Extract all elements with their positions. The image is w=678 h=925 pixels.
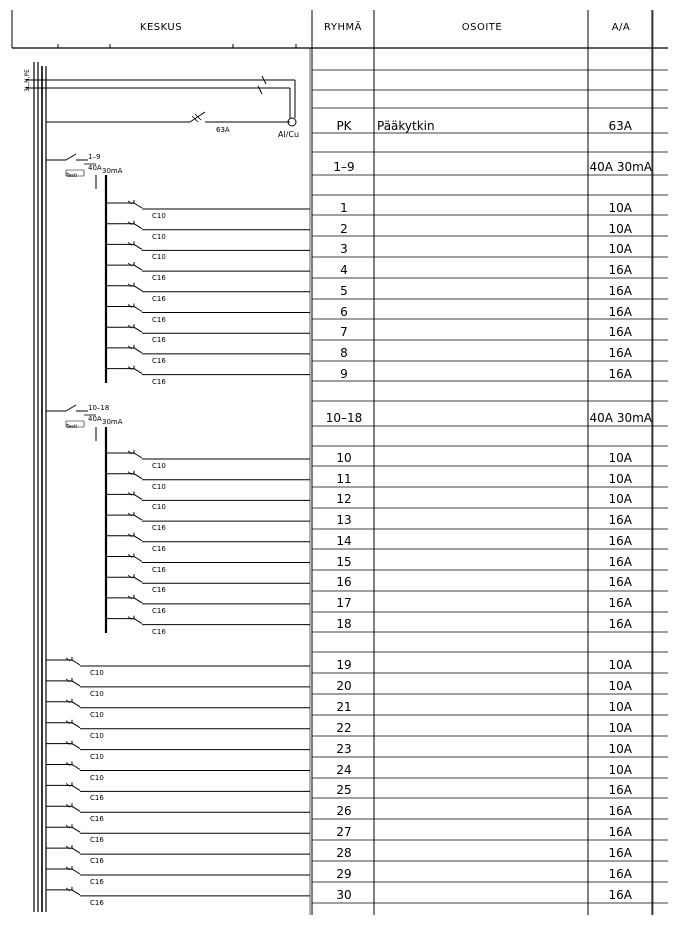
aa-cell-r20: 10A xyxy=(608,678,632,693)
ryhma-cell-rcd2: 10–18 xyxy=(325,411,363,425)
aa-cell-r10: 10A xyxy=(608,451,632,465)
breaker-r25-blade xyxy=(72,785,80,790)
breaker-label-r22: C10 xyxy=(90,731,104,740)
breaker-label-r3: C10 xyxy=(152,253,166,262)
breaker-label-r24: C10 xyxy=(90,773,104,782)
breaker-r26-blade xyxy=(72,806,80,811)
breaker-r8-blade xyxy=(134,348,142,353)
breaker-label-r8: C16 xyxy=(152,356,166,365)
ryhma-cell-r17: 17 xyxy=(336,595,352,610)
breaker-r7-blade xyxy=(134,327,142,332)
aa-cell-r15: 16A xyxy=(608,554,632,569)
circuit-wiring xyxy=(26,62,310,912)
breaker-label-r5: C16 xyxy=(152,294,166,303)
aa-cell-r27: 16A xyxy=(608,825,632,840)
main-switch-rating: 63A xyxy=(216,126,230,134)
aa-cell-rcd2: 40A 30mA xyxy=(589,411,652,425)
ryhma-cell-r26: 26 xyxy=(336,804,352,819)
ryhma-cell-r12: 12 xyxy=(336,492,352,507)
ryhma-cell-r11: 11 xyxy=(336,471,352,486)
aa-cell-r2: 10A xyxy=(608,221,632,236)
aa-cell-r22: 10A xyxy=(608,720,632,735)
aa-cell-r3: 10A xyxy=(608,242,632,257)
ryhma-cell-r16: 16 xyxy=(336,575,352,590)
aa-cell-r11: 10A xyxy=(608,471,632,486)
supply-label: 3L,N,PE xyxy=(24,69,31,92)
ryhma-cell-r14: 14 xyxy=(336,533,352,548)
header-aa: A/A xyxy=(611,22,631,33)
breaker-label-r17: C16 xyxy=(152,606,166,615)
breaker-r1-blade xyxy=(134,203,142,208)
breaker-r11-blade xyxy=(134,474,142,479)
breaker-r18-blade xyxy=(134,619,142,624)
ryhma-cell-r20: 20 xyxy=(336,678,352,693)
breaker-r14-blade xyxy=(134,536,142,541)
aa-cell-r6: 16A xyxy=(608,304,632,319)
aa-cell-r28: 16A xyxy=(608,846,632,861)
breaker-label-r15: C16 xyxy=(152,565,166,574)
aa-cell-r23: 10A xyxy=(608,741,632,756)
breaker-label-r29: C16 xyxy=(90,878,104,886)
breaker-label-r20: C10 xyxy=(90,689,104,698)
breaker-r28-blade xyxy=(72,848,80,853)
breaker-label-r1: C10 xyxy=(152,212,166,220)
aa-cell-pk: 63A xyxy=(608,119,632,133)
breaker-r5-blade xyxy=(134,286,142,291)
rcd1-label: 1–9 xyxy=(88,153,101,161)
aa-cell-r13: 16A xyxy=(608,513,632,528)
ryhma-cell-r30: 30 xyxy=(336,887,352,902)
ryhma-cell-r22: 22 xyxy=(336,720,352,735)
breaker-r20-blade xyxy=(72,681,80,686)
breaker-r30-blade xyxy=(72,890,80,895)
breaker-r4-blade xyxy=(134,265,142,270)
rcd1-blade xyxy=(66,154,76,160)
breaker-label-r30: C16 xyxy=(90,898,104,907)
main-switch-conductor: Al/Cu xyxy=(278,130,300,139)
ryhma-cell-r8: 8 xyxy=(340,345,348,360)
osoite-cell-pk: Pääkytkin xyxy=(377,119,435,133)
ryhma-cell-r9: 9 xyxy=(340,366,348,381)
aa-cell-r26: 16A xyxy=(608,804,632,819)
breaker-r13-blade xyxy=(134,515,142,520)
breaker-r15-blade xyxy=(134,557,142,562)
ryhma-cell-r21: 21 xyxy=(336,699,352,714)
breaker-label-r26: C16 xyxy=(90,815,104,824)
aa-cell-r19: 10A xyxy=(608,658,632,672)
aa-cell-r9: 16A xyxy=(608,366,632,381)
ryhma-cell-r29: 29 xyxy=(336,867,352,881)
ryhma-cell-r19: 19 xyxy=(336,658,352,672)
breaker-r19-blade xyxy=(72,660,80,665)
aa-cell-r24: 10A xyxy=(608,762,632,777)
breaker-label-r16: C16 xyxy=(152,586,166,595)
breaker-r17-blade xyxy=(134,598,142,603)
breaker-label-r11: C10 xyxy=(152,482,166,491)
aa-cell-r29: 16A xyxy=(608,867,632,881)
ryhma-cell-r5: 5 xyxy=(340,283,348,298)
breaker-r27-blade xyxy=(72,827,80,832)
aa-cell-r16: 16A xyxy=(608,575,632,590)
ryhma-cell-r15: 15 xyxy=(336,554,352,569)
rcd2-label: 10–18 xyxy=(88,404,110,412)
aa-cell-r1: 10A xyxy=(608,201,632,215)
supply-fuse-mark-2 xyxy=(258,86,262,94)
rcd2-test-label: Testi xyxy=(66,424,78,430)
breaker-symbols xyxy=(64,200,142,895)
breaker-label-r12: C10 xyxy=(152,503,166,512)
breaker-label-r14: C16 xyxy=(152,544,166,553)
breaker-r2-blade xyxy=(134,224,142,229)
breaker-label-r10: C10 xyxy=(152,462,166,470)
breaker-label-r25: C16 xyxy=(90,794,104,803)
rcd2-sensitivity: 30mA xyxy=(102,418,123,426)
breaker-r12-blade xyxy=(134,494,142,499)
aa-cell-r18: 16A xyxy=(608,616,632,631)
ryhma-cell-r2: 2 xyxy=(340,221,348,236)
ryhma-cell-r27: 27 xyxy=(336,825,352,840)
breaker-label-r9: C16 xyxy=(152,377,166,386)
aa-cell-r14: 16A xyxy=(608,533,632,548)
breaker-label-r4: C16 xyxy=(152,274,166,283)
ryhma-cell-r4: 4 xyxy=(340,263,348,278)
breaker-r22-blade xyxy=(72,723,80,728)
breaker-label-r19: C10 xyxy=(90,669,104,677)
breaker-r23-blade xyxy=(72,744,80,749)
breaker-r10-blade xyxy=(134,453,142,458)
header-keskus: KESKUS xyxy=(139,22,183,33)
rcd1-test-label: Testi xyxy=(66,173,78,179)
ryhma-cell-r18: 18 xyxy=(336,616,352,631)
ryhma-cell-r24: 24 xyxy=(336,762,352,777)
aa-cell-r4: 16A xyxy=(608,263,632,278)
ryhma-cell-r6: 6 xyxy=(340,304,348,319)
ryhma-cell-r3: 3 xyxy=(340,242,348,257)
breaker-label-r13: C16 xyxy=(152,524,166,533)
breaker-r21-blade xyxy=(72,702,80,707)
ryhma-cell-r1: 1 xyxy=(340,201,348,215)
breaker-label-r2: C10 xyxy=(152,232,166,241)
breaker-label-r23: C10 xyxy=(90,752,104,761)
rcd1-sensitivity: 30mA xyxy=(102,167,123,175)
breaker-r16-blade xyxy=(134,577,142,582)
aa-cell-r25: 16A xyxy=(608,783,632,798)
breaker-label-r6: C16 xyxy=(152,315,166,324)
aa-cell-r21: 10A xyxy=(608,699,632,714)
breaker-r29-blade xyxy=(72,869,80,874)
aa-cell-r5: 16A xyxy=(608,283,632,298)
rcd2-rating: 40A xyxy=(88,415,102,423)
breaker-label-r18: C16 xyxy=(152,627,166,636)
breaker-label-r27: C16 xyxy=(90,836,104,845)
aa-cell-r12: 10A xyxy=(608,492,632,507)
aa-cell-r8: 16A xyxy=(608,345,632,360)
ryhma-cell-rcd1: 1–9 xyxy=(333,160,355,174)
ryhma-cell-r13: 13 xyxy=(336,513,352,528)
ryhma-cell-r25: 25 xyxy=(336,783,352,798)
ryhma-cell-pk: PK xyxy=(336,119,352,133)
rcd2-blade xyxy=(66,405,76,411)
breaker-r3-blade xyxy=(134,244,142,249)
breaker-r6-blade xyxy=(134,307,142,312)
header-osoite: OSOITE xyxy=(461,22,503,33)
ryhma-cell-r7: 7 xyxy=(340,325,348,340)
breaker-label-r7: C16 xyxy=(152,336,166,345)
aa-cell-r17: 16A xyxy=(608,595,632,610)
aa-cell-r30: 16A xyxy=(608,887,632,902)
aa-cell-rcd1: 40A 30mA xyxy=(589,160,652,174)
ryhma-cell-r28: 28 xyxy=(336,846,352,861)
header-ryhma: RYHMÄ xyxy=(324,22,362,33)
breaker-label-r21: C10 xyxy=(90,710,104,719)
ryhma-cell-r23: 23 xyxy=(336,741,352,756)
rcd1-rating: 40A xyxy=(88,164,102,172)
breaker-r24-blade xyxy=(72,765,80,770)
breaker-label-r28: C16 xyxy=(90,857,104,866)
ryhma-cell-r10: 10 xyxy=(336,451,352,465)
breaker-r9-blade xyxy=(134,369,142,374)
aa-cell-r7: 16A xyxy=(608,325,632,340)
